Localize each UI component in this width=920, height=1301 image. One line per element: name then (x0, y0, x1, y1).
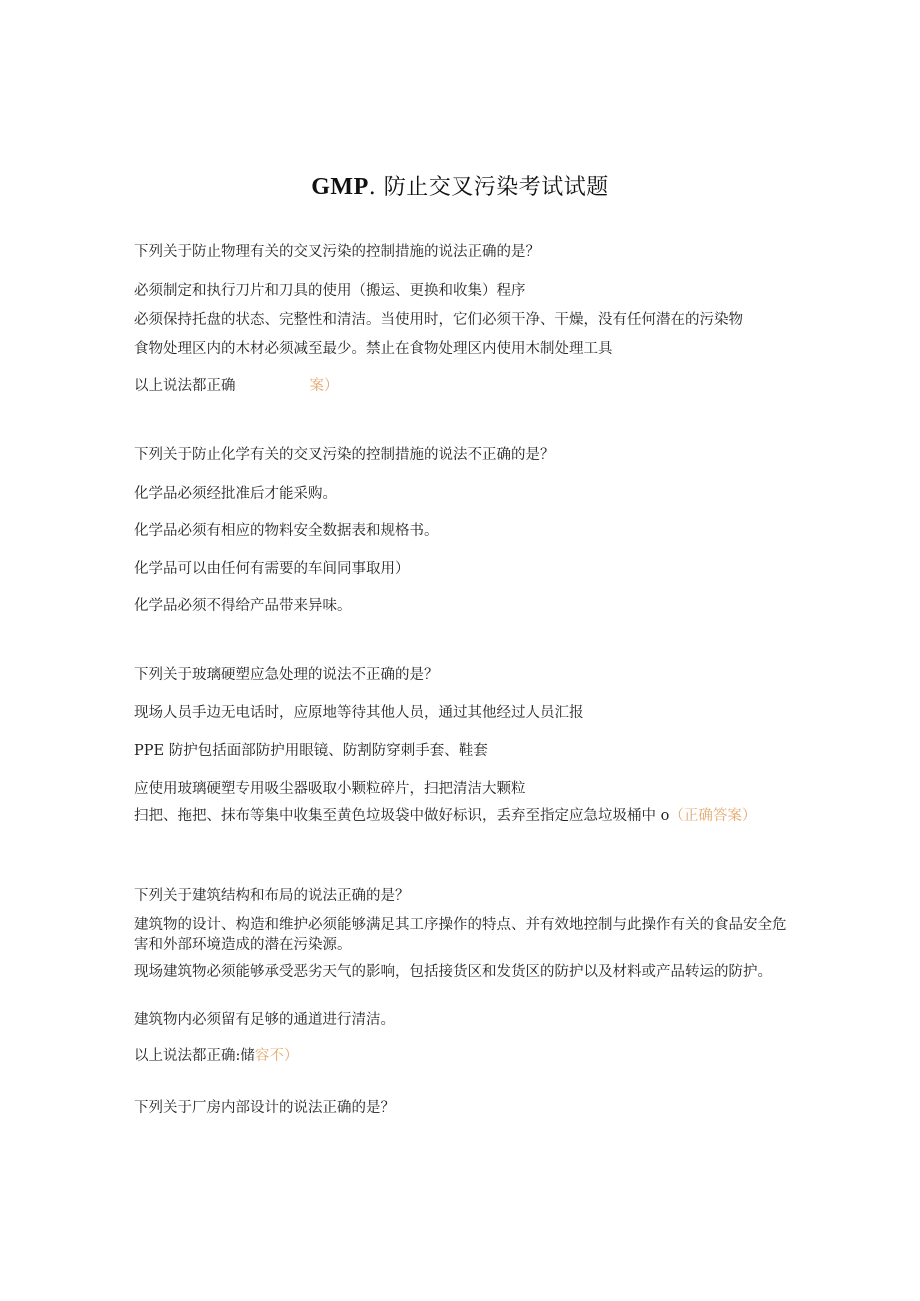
q2-option-d: 化学品必须不得给产品带来异味。 (134, 598, 352, 614)
q3-option-b: PPE 防护包括面部防护用眼镜、防割防穿刺手套、鞋套 (134, 743, 488, 759)
q3-option-d-text: 扫把、拖把、抹布等集中收集至黄色垃圾袋中做好标识，丢弃至指定应急垃圾桶中 o (134, 808, 670, 824)
q1-option-d-text: 以上说法都正确 (134, 378, 236, 394)
q4-option-a: 建筑物的设计、构造和维护必须能够满足其工序操作的特点、并有效地控制与此操作有关的食品安全危害和外部环境造成的潜在污染源。 (134, 917, 787, 953)
q1-option-a: 必须制定和执行刀片和刀具的使用（搬运、更换和收集）程序 (134, 283, 526, 299)
q1-answer-mark: 案） (309, 378, 339, 394)
q4-answer-mark: 容不） (254, 1048, 299, 1064)
q3-option-c: 应使用玻璃硬塑专用吸尘器吸取小颗粒碎片，扫把清洁大颗粒 (134, 781, 526, 797)
q1-option-b: 必须保持托盘的状态、完整性和清洁。当使用时，它们必须干净、干燥，没有任何潜在的污染物 (134, 312, 743, 328)
q3-option-a: 现场人员手边无电话时，应原地等待其他人员，通过其他经过人员汇报 (134, 705, 584, 721)
q3-option-d (134, 806, 789, 826)
q1-option-d (134, 376, 789, 396)
q1-question: 下列关于防止物理有关的交叉污染的控制措施的说法正确的是？ (134, 244, 540, 260)
title-prefix: GMP (311, 174, 369, 200)
q3-answer-mark: （正确答案） (669, 808, 757, 824)
q4-option-c: 建筑物内必须留有足够的通道进行清洁。 (134, 1012, 395, 1028)
q3-question: 下列关于玻璃硬塑应急处理的说法不正确的是？ (134, 667, 439, 683)
q4-option-b: 现场建筑物必须能够承受恶劣天气的影响，包括接货区和发货区的防护以及材料或产品转运的防护。 (134, 964, 772, 980)
title-rest: . 防止交叉污染考试试题 (368, 175, 609, 200)
q2-option-c: 化学品可以由任何有需要的车间同事取用） (134, 561, 410, 577)
q4-option-d (134, 1046, 789, 1066)
page-title (0, 170, 920, 201)
q4-question: 下列关于建筑结构和布局的说法正确的是？ (134, 888, 410, 904)
q2-option-b: 化学品必须有相应的物料安全数据表和规格书。 (134, 523, 439, 539)
q1-option-c: 食物处理区内的木材必须减至最少。禁止在食物处理区内使用木制处理工具 (134, 341, 613, 357)
q4-option-d-text: 以上说法都正确:储 (134, 1048, 255, 1064)
q2-question: 下列关于防止化学有关的交叉污染的控制措施的说法不正确的是？ (134, 447, 555, 463)
q5-question: 下列关于厂房内部设计的说法正确的是？ (134, 1100, 395, 1116)
q2-option-a: 化学品必须经批准后才能采购。 (134, 486, 337, 502)
